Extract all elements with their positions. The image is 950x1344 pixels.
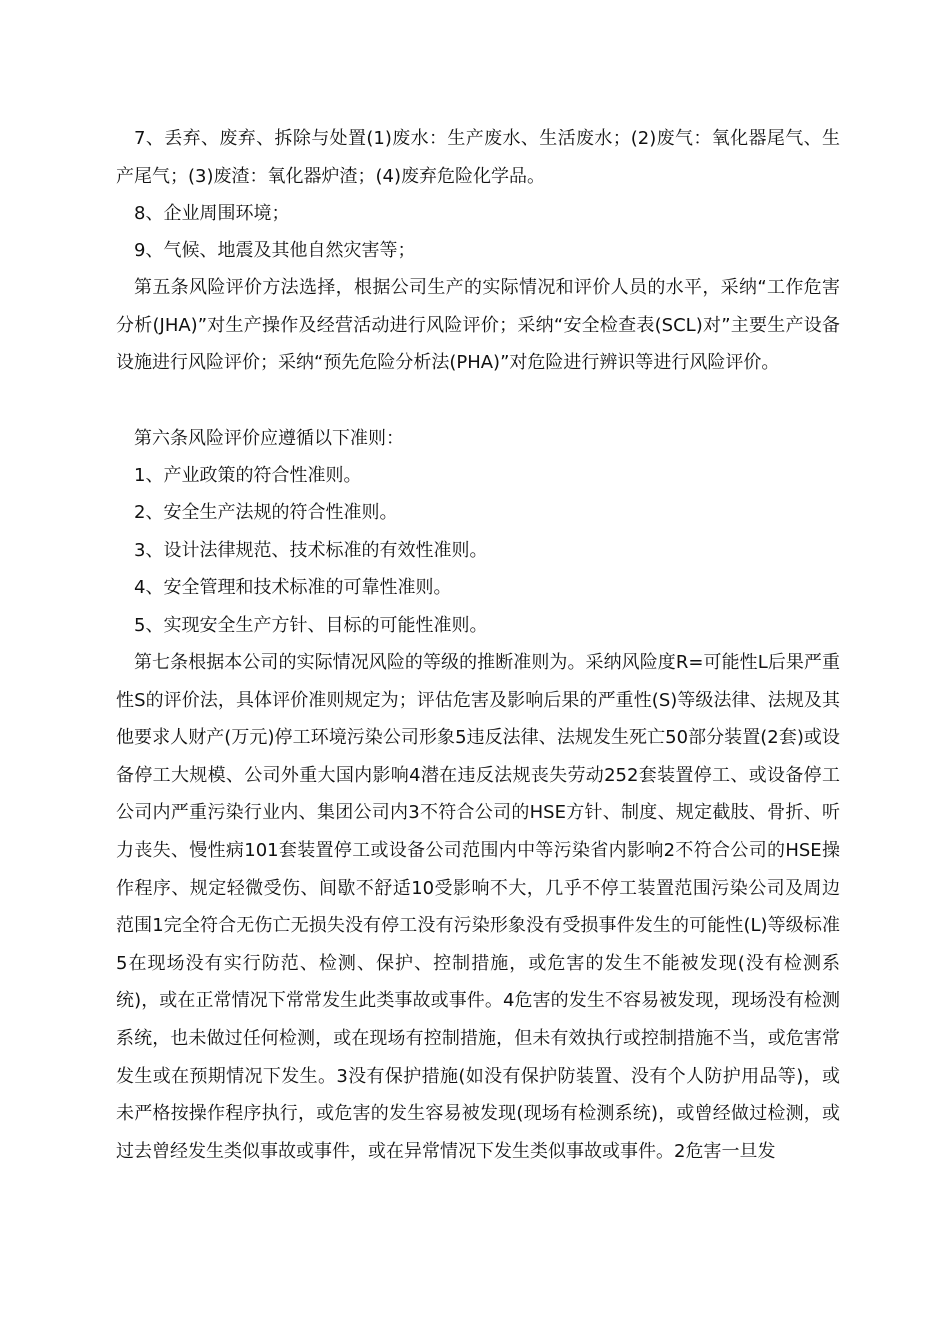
paragraph-article-7: 第七条根据本公司的实际情况风险的等级的推断准则为。采纳风险度R=可能性L后果严重性S的评价法，具体评价准则规定为；评估危害及影响后果的严重性(S)等级法律、法规及其他要求人财产(万元)停工环境污染公司形象5违反法律、法规发生死亡50部分装置(2套)或设备停工大规模、公司外重大国内影响4潜在违反法规丧失劳动252套装置停工、或设备停工公司内严重污染行业内、集团公司内3不符合公司的HSE方针、制度、规定截肢、骨折、听力丧失、慢性病101套装置停工或设备公司范围内中等污染省内影响2不符合公司的HSE操作程序、规定轻微受伤、间歇不舒适10受影响不大，几乎不停工装置范围污染公司及周边范围1完全符合无伤亡无损失没有停工没有污染形象没有受损事件发生的可能性(L)等级标准5在现场没有实行防范、检测、保护、控制措施，或危害的发生不能被发现(没有检测系统)，或在正常情况下常常发生此类事故或事件。4危害的发生不容易被发现，现场没有检测系统，也未做过任何检测，或在现场有控制措施，但未有效执行或控制措施不当，或危害常发生或在预期情况下发生。3没有保护措施(如没有保护防装置、没有个人防护用品等)，或未严格按操作程序执行，或危害的发生容易被发现(现场有检测系统)，或曾经做过检测，或过去曾经发生类似事故或事件，或在异常情况下发生类似事故或事件。2危害一旦发 [116, 652, 840, 1162]
paragraph-article-6: 第六条风险评价应遵循以下准则： [134, 428, 404, 449]
paragraph-criterion-2: 2、安全生产法规的符合性准则。 [134, 502, 398, 523]
paragraph-criterion-1: 1、产业政策的符合性准则。 [134, 465, 362, 486]
paragraph-natural-disaster-item-9: 9、气候、地震及其他自然灾害等； [134, 240, 416, 261]
paragraph-environment-item-8: 8、企业周围环境； [134, 203, 290, 224]
paragraph-criterion-5: 5、实现安全生产方针、目标的可能性准则。 [134, 615, 488, 636]
paragraph-criterion-3: 3、设计法律规范、技术标准的有效性准则。 [134, 540, 488, 561]
paragraph-disposal-item-7: 7、丢弃、废弃、拆除与处置(1)废水：生产废水、生活废水；(2)废气：氧化器尾气、生产尾气；(3)废渣：氧化器炉渣；(4)废弃危险化学品。 [116, 128, 840, 187]
paragraph-article-5: 第五条风险评价方法选择，根据公司生产的实际情况和评价人员的水平，采纳“工作危害分析(JHA)”对生产操作及经营活动进行风险评价；采纳“安全检查表(SCL)对”主要生产设备设施进行风险评价；采纳“预先危险分析法(PHA)”对危险进行辨识等进行风险评价。 [116, 277, 840, 374]
paragraph-criterion-4: 4、安全管理和技术标准的可靠性准则。 [134, 577, 452, 598]
